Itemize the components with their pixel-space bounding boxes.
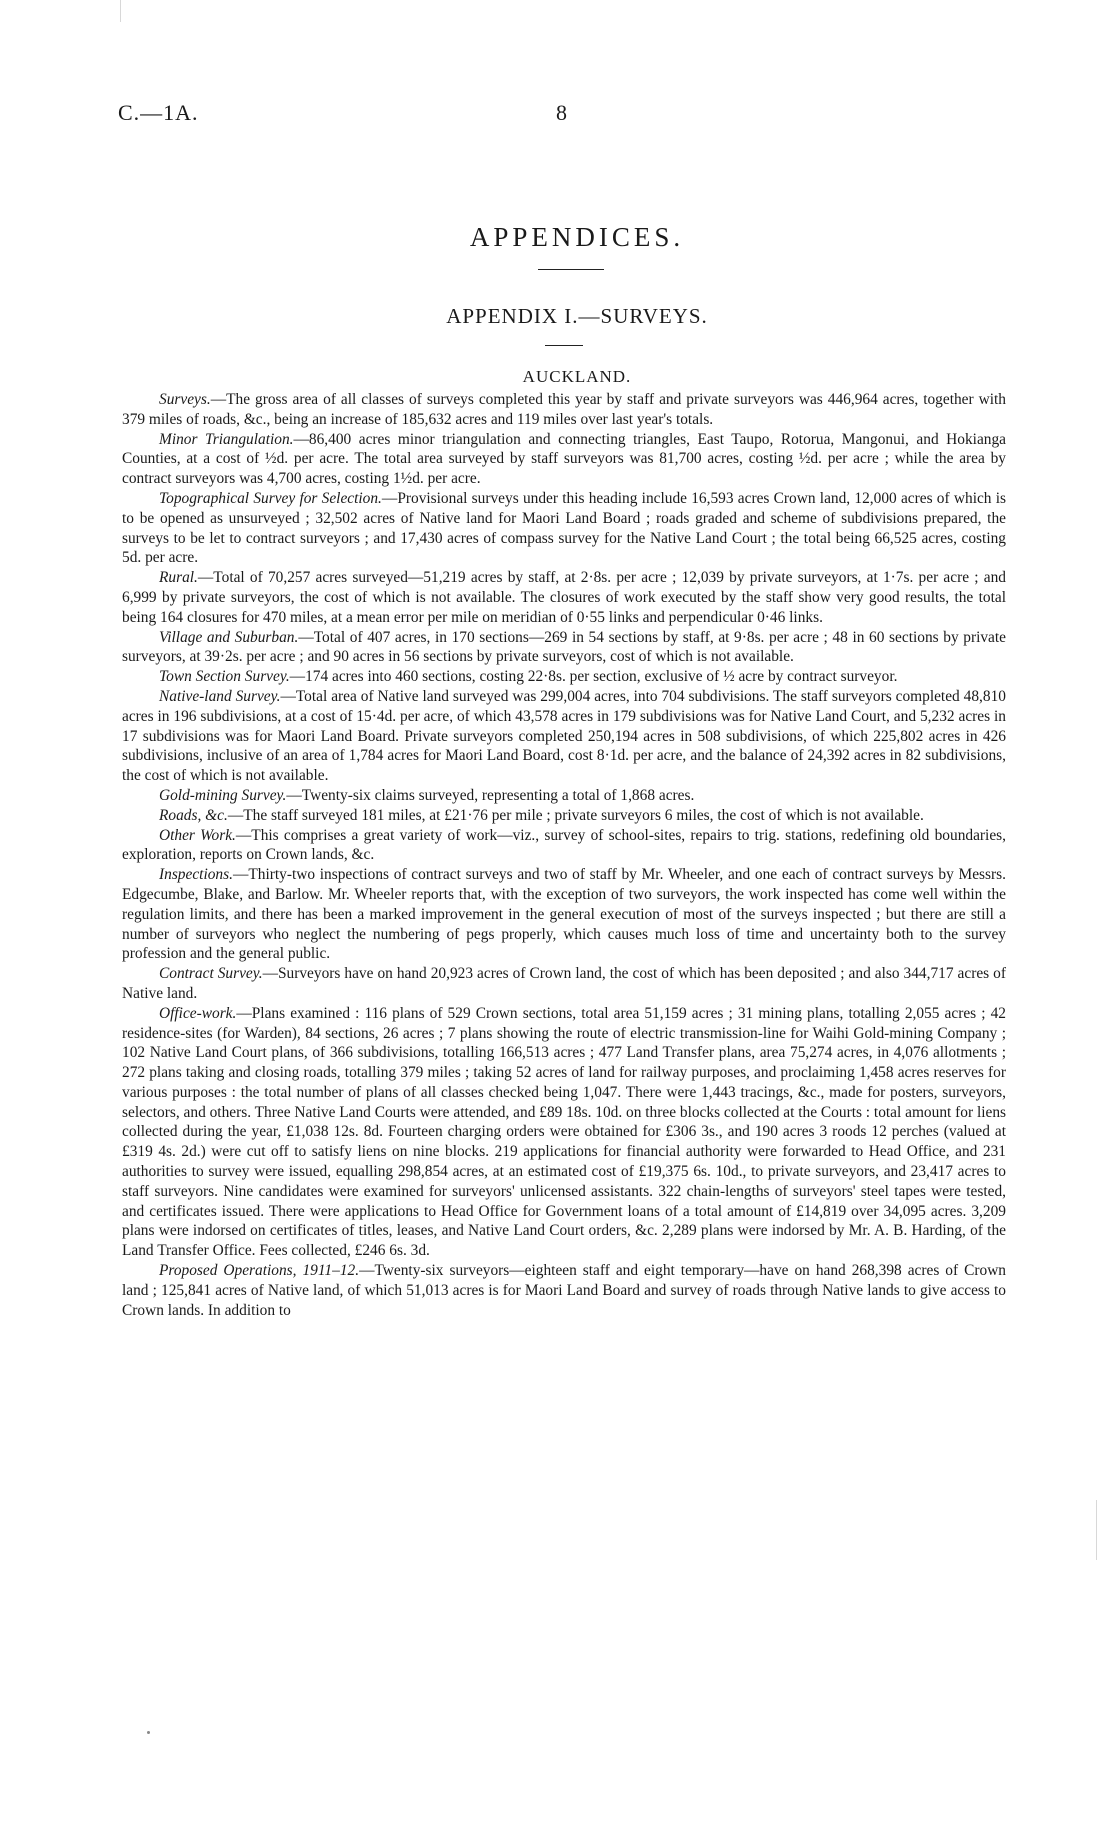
paragraph-gold-mining xyxy=(122,786,1006,806)
paragraph-heading: Surveys. xyxy=(159,391,211,408)
paragraph-rural xyxy=(122,568,1006,627)
paragraph-text: —Provisional surveys under this heading include 16,593 acres Crown land, 12,000 acres of which is to be opened as unsurveyed ; 32,502 acres of Native land for Maori Land Board ; roads graded and scheme of subdivisions prepared, the surveys to be let to contract surveyors ; and 17,430 acres of compass survey for the Native Land Court ; the total being 66,525 acres, costing 5d. per acre. xyxy=(122,489,1007,567)
paragraph-text: —The gross area of all classes of surveys completed this year by staff and private surveyors was 446,964 acres, together with 379 miles of roads, &c., being an increase of 185,632 acres and 119 miles over last year's totals. xyxy=(122,391,1006,428)
paragraph-village-suburban xyxy=(122,628,1006,668)
paragraph-text: —Twenty-six claims surveyed, representing a total of 1,868 acres. xyxy=(286,786,695,804)
appendix-rule xyxy=(545,345,583,346)
paragraph-office-work xyxy=(122,1004,1006,1261)
appendix-title: APPENDIX I.—SURVEYS. xyxy=(446,304,708,328)
paragraph-proposed-operations xyxy=(122,1261,1006,1320)
paragraph-heading: Village and Suburban. xyxy=(159,628,299,646)
paragraph-heading: Native-land Survey. xyxy=(159,687,281,705)
paragraph-other-work xyxy=(122,826,1006,866)
paragraph-text: —The staff surveyed 181 miles, at £21·76 per mile ; private surveyors 6 miles, the cost of which is not available. xyxy=(227,806,924,824)
paragraph-town-section xyxy=(122,667,1006,687)
title-rule xyxy=(538,269,604,270)
paragraph-heading: Other Work. xyxy=(159,826,236,844)
paragraph-contract-survey xyxy=(122,964,1006,1004)
paragraph-text: —Total of 70,257 acres surveyed—51,219 acres by staff, at 2·8s. per acre ; 12,039 by private surveyors, at 1·7s. per acre ; and 6,999 by private surveyors, the cost of which is not available. The closures of work executed by the staff show very good results, the total being 164 closures for 470 miles, at a mean error per mile on meridian of 0·55 links and perpendicular 0·46 links. xyxy=(122,569,1006,626)
paragraph-text: —Surveyors have on hand 20,923 acres of Crown land, the cost of which has been deposited ; and also 344,717 acres of Native land. xyxy=(122,965,1006,1002)
paragraph-heading: Inspections. xyxy=(159,866,233,884)
page-header xyxy=(118,100,998,134)
main-title: APPENDICES. xyxy=(469,222,685,252)
paragraph-heading: Office-work. xyxy=(159,1004,237,1022)
paragraph-minor-triangulation xyxy=(122,430,1006,489)
paragraph-heading: Topographical Survey for Selection. xyxy=(159,489,382,507)
paragraph-heading: Minor Triangulation. xyxy=(159,430,294,448)
page-number: 8 xyxy=(556,100,567,125)
paragraph-heading: Contract Survey. xyxy=(159,965,263,983)
document-code: C.—1A. xyxy=(118,100,199,125)
paragraph-surveys xyxy=(122,390,1006,430)
paragraph-roads xyxy=(122,806,1006,826)
paragraph-heading: Proposed Operations, 1911–12. xyxy=(159,1262,360,1280)
scan-speck xyxy=(147,1731,150,1734)
paragraph-text: —Total area of Native land surveyed was 299,004 acres, into 704 subdivisions. The staff surveyors completed 48,810 acres in 196 subdivisions, at a cost of 15·4d. per acre, of which 43,578 acres in 179 subdivisions was for Native Land Court, and 5,232 acres in 17 subdivisions was for Maori Land Board. Private surveyors completed 250,194 acres in 508 subdivisions, of which 225,802 acres in 426 subdivisions, inclusive of an area of 1,784 acres for Maori Land Board, cost 8·1d. per acre, and the balance of 24,392 acres in 82 subdivisions, the cost of which is not available. xyxy=(122,687,1006,785)
paragraph-heading: Gold-mining Survey. xyxy=(159,786,287,804)
paragraph-text: —Plans examined : 116 plans of 529 Crown sections, total area 51,159 acres ; 31 mining plans, totalling 2,055 acres ; 42 residence-sites (for Warden), 84 sections, 26 acres ; 7 plans showing the route of electric transmission-line for Waihi Gold-mining Company ; 102 Native Land Court plans, of 366 subdivisions, totalling 166,513 acres ; 477 Land Transfer plans, area 75,274 acres, in 4,076 allotments ; 272 plans taking and closing roads, totalling 379 miles ; taking 52 acres of land for railway purposes, and proclaiming 1,458 acres reserves for various purposes : the total number of plans of all classes checked being 1,047. There were 1,443 tracings, &c., made for posters, surveyors, selectors, and others. Three Native Land Courts were attended, and £89 18s. 10d. on three blocks collected at the Courts : total amount for liens collected during the year, £1,038 12s. 8d. Fourteen charging orders were obtained for £306 3s., and 190 acres 3 roods 12 perches (valued at £319 4s. 2d.) were cut off to satisfy liens on nine blocks. 219 applications for financial authority were forwarded to Head Office, and 231 authorities to survey were issued, equalling 298,854 acres, at an estimated cost of £19,375 6s. 10d., to private surveyors, and 23,417 acres to staff surveyors. Nine candidates were examined for surveyors' unlicensed assistants. 322 chain-lengths of surveyors' steel tapes were tested, and certificates issued. There were applications to Head Office for Government loans of a total amount of £14,819 over 34,095 acres. 3,209 plans were indorsed on certificates of titles, leases, and Native Land Court orders, &c. 2,289 plans were indorsed by Mr. A. B. Harding, of the Land Transfer Office. Fees collected, £246 6s. 3d. xyxy=(122,1004,1007,1260)
paragraph-topographical-survey xyxy=(122,489,1006,568)
paragraph-heading: Town Section Survey. xyxy=(159,668,290,686)
paragraph-heading: Rural. xyxy=(159,569,198,587)
section-title: AUCKLAND. xyxy=(522,367,632,386)
paragraph-text: —Twenty-six surveyors—eighteen staff and eight temporary—have on hand 268,398 acres of Crown land ; 125,841 acres of Native land, of which 51,013 acres is for Maori Land Board and survey of roads through Native lands to give access to Crown lands. In addition to xyxy=(122,1262,1006,1319)
paragraph-text: —This comprises a great variety of work—viz., survey of school-sites, repairs to trig. stations, redefining old boundaries, exploration, reports on Crown lands, &c. xyxy=(122,826,1006,864)
paragraph-text: —Total of 407 acres, in 170 sections—269 in 54 sections by staff, at 9·8s. per acre ; 48 in 60 sections by private surveyors, at 39·2s. per acre ; and 90 acres in 56 sections by private surveyors, cost of which is not available. xyxy=(122,628,1006,666)
scan-edge-mark xyxy=(120,0,121,22)
paragraph-native-land xyxy=(122,687,1006,786)
paragraph-text: —174 acres into 460 sections, costing 22·8s. per section, exclusive of ½ acre by contract surveyor. xyxy=(289,668,898,686)
paragraph-heading: Roads, &c. xyxy=(159,806,228,824)
paragraph-text: —Thirty-two inspections of contract surveys and two of staff by Mr. Wheeler, and one each of contract surveys by Messrs. Edgecumbe, Blake, and Barlow. Mr. Wheeler reports that, with the exception of two surveyors, the work inspected has come well within the regulation limits, and there has been a marked improvement in the general execution of most of the surveys inspected ; but there are still a number of surveyors who neglect the numbering of pegs properly, which causes much loss of time and uncertainty both to the survey profession and the general public. xyxy=(122,866,1006,963)
body-text xyxy=(122,390,1006,1320)
paragraph-text: —86,400 acres minor triangulation and connecting triangles, East Taupo, Rotorua, Mangonui, and Hokianga Counties, at a cost of ½d. per acre. The total area surveyed by staff surveyors was 81,700 acres, costing ½d. per acre ; while the area by contract surveyors was 4,700 acres, costing 1½d. per acre. xyxy=(122,430,1006,488)
scan-edge-mark xyxy=(1096,1500,1097,1560)
paragraph-inspections xyxy=(122,865,1006,964)
